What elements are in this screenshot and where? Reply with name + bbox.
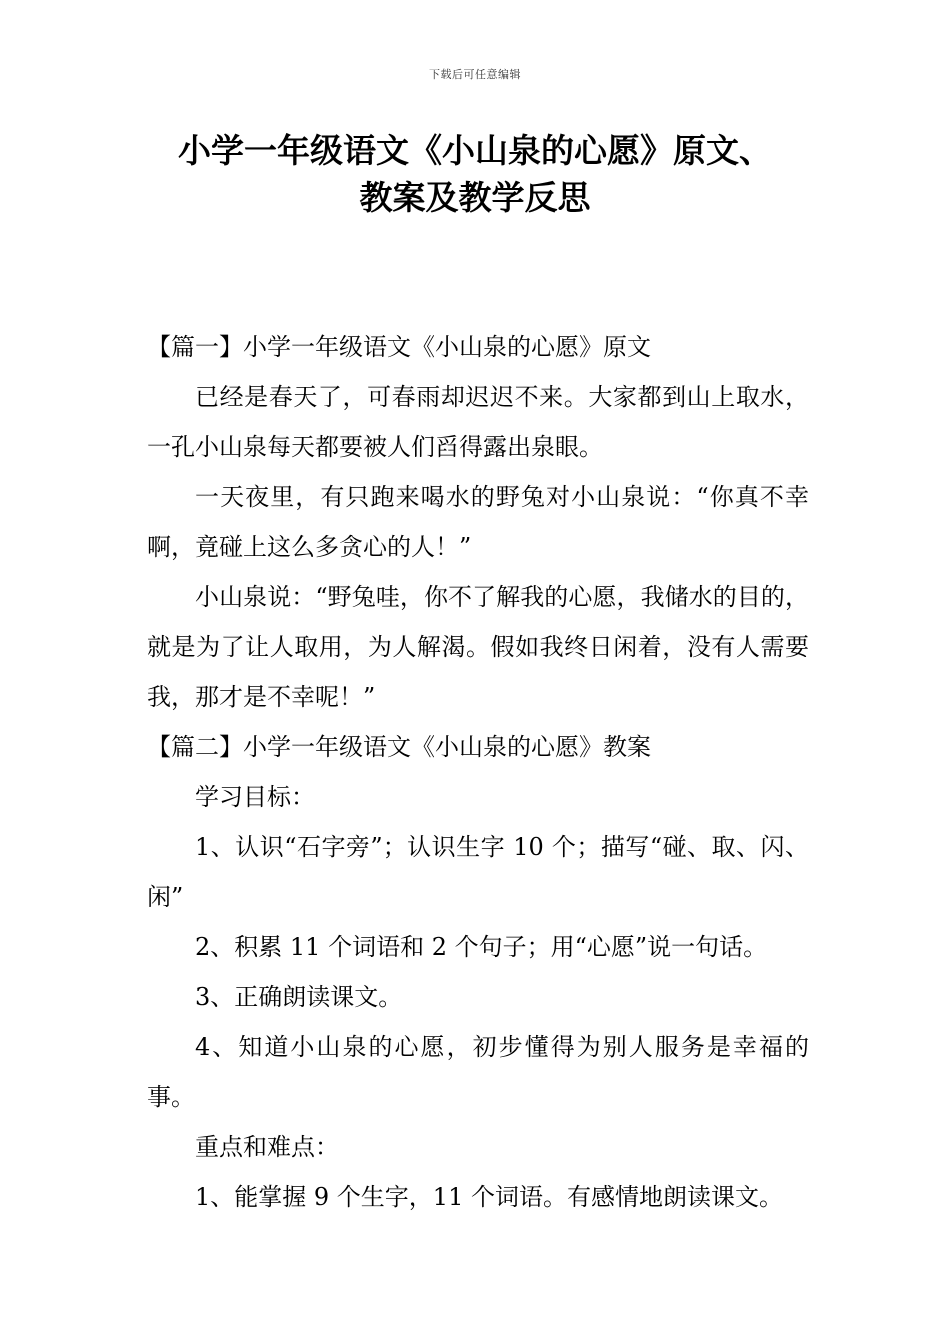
paragraph: 1、能掌握 9 个生字，11 个词语。有感情地朗读课文。: [195, 1183, 783, 1211]
paragraph: 已经是春天了，可春雨却迟迟不来。大家都到山上取水，一孔小山泉每天都要被人们舀得露出泉眼。: [147, 383, 809, 461]
paragraph: 4、知道小山泉的心愿，初步懂得为别人服务是幸福的事。: [147, 1033, 809, 1111]
paragraph: 重点和难点：: [195, 1133, 339, 1161]
document-title: [0, 127, 950, 221]
paragraph: 2、积累 11 个词语和 2 个句子；用“心愿”说一句话。: [195, 933, 768, 961]
paragraph: 小山泉说：“野兔哇，你不了解我的心愿，我储水的目的，就是为了让人取用，为人解渴。假如我终日闲着，没有人需要我，那才是不幸呢！”: [147, 583, 809, 711]
document-body: [147, 322, 809, 1222]
paragraph: 一天夜里，有只跑来喝水的野兔对小山泉说：“你真不幸啊，竟碰上这么多贪心的人！”: [147, 483, 809, 561]
title-line-1: 小学一年级语文《小山泉的心愿》原文、: [178, 131, 772, 170]
paragraph: 学习目标：: [195, 783, 315, 811]
section-heading: 【篇二】小学一年级语文《小山泉的心愿》教案: [147, 733, 651, 761]
section-heading: 【篇一】小学一年级语文《小山泉的心愿》原文: [147, 333, 651, 361]
header-note: 下载后可任意编辑: [429, 68, 521, 81]
title-line-2: 教案及教学反思: [359, 178, 591, 217]
paragraph: 3、正确朗读课文。: [195, 983, 403, 1011]
paragraph: 1、认识“石字旁”；认识生字 10 个；描写“碰、取、闪、闲”: [147, 833, 809, 911]
